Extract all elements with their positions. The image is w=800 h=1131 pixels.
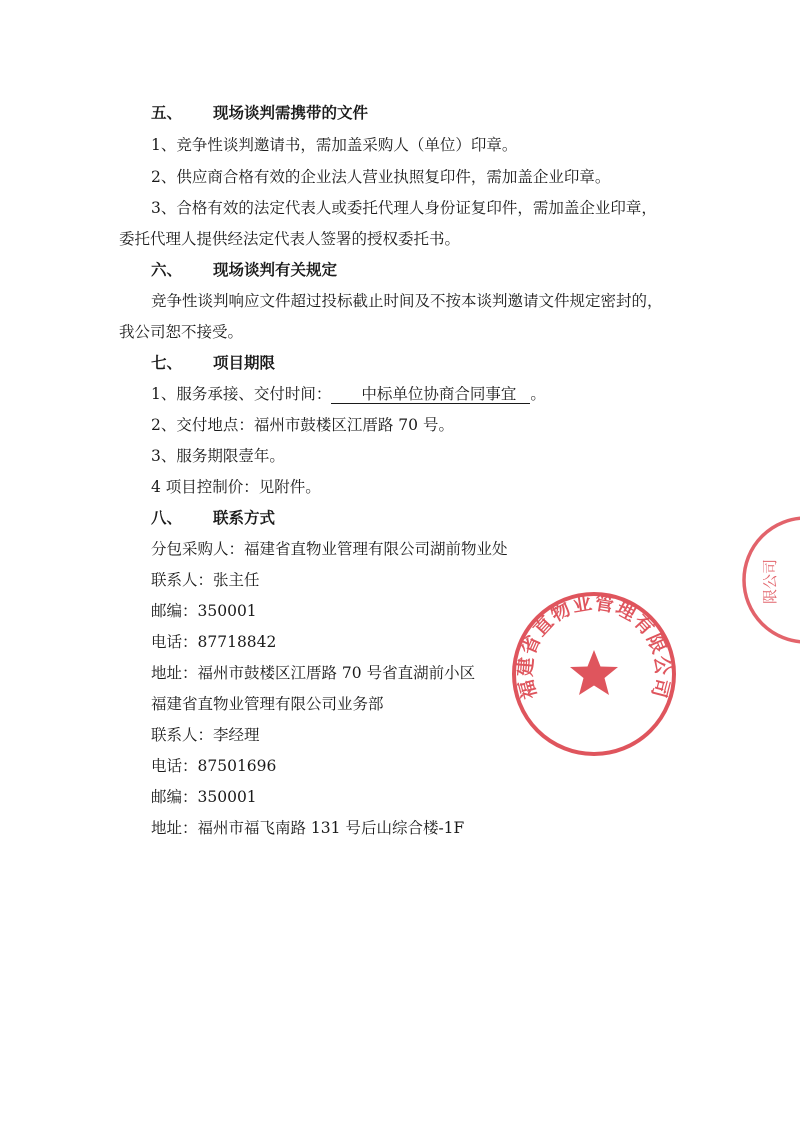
section6-number: 六、	[151, 260, 183, 279]
section5-item-3: 3、合格有效的法定代表人或委托代理人身份证复印件，需加盖企业印章，	[151, 199, 657, 217]
section6-line-2: 我公司恕不接受。	[119, 323, 244, 341]
contact-line-7: 联系人：李经理	[151, 726, 260, 744]
section6-title: 现场谈判有关规定	[213, 260, 338, 279]
section7-item-2: 2、交付地点：福州市鼓楼区江厝路 70 号。	[151, 416, 454, 434]
contact-line-4: 电话：87718842	[151, 633, 277, 651]
section5-heading	[151, 103, 368, 123]
section5-item-1: 1、竞争性谈判邀请书，需加盖采购人（单位）印章。	[151, 136, 518, 154]
section5-number: 五、	[151, 103, 183, 122]
section8-title: 联系方式	[213, 508, 276, 527]
delivery-time-label: 1、服务承接、交付时间：	[151, 385, 332, 403]
delivery-time-end: 。	[530, 385, 546, 403]
contact-line-5: 地址：福州市鼓楼区江厝路 70 号省直湖前小区	[151, 664, 476, 682]
section7-number: 七、	[151, 353, 183, 372]
section8-heading	[151, 508, 275, 528]
section7-item-4: 4 项目控制价：见附件。	[151, 478, 321, 496]
section5-item-3-continued: 委托代理人提供经法定代表人签署的授权委托书。	[119, 230, 461, 248]
contact-line-2: 联系人：张主任	[151, 571, 260, 589]
contact-line-1: 分包采购人：福建省直物业管理有限公司湖前物业处	[151, 540, 508, 558]
contact-line-6: 福建省直物业管理有限公司业务部	[151, 695, 384, 713]
svg-text:限公司	[761, 559, 779, 604]
contact-line-9: 邮编：350001	[151, 788, 257, 806]
section7-item-3: 3、服务期限壹年。	[151, 447, 285, 465]
delivery-time-value: 中标单位协商合同事宜	[331, 385, 530, 404]
section7-title: 项目期限	[213, 353, 276, 372]
section7-heading	[151, 353, 275, 373]
seal-text: 福建省直物业管理有限公司	[514, 591, 674, 702]
contact-line-10: 地址：福州市福飞南路 131 号后山综合楼-1F	[151, 819, 465, 837]
section8-number: 八、	[151, 508, 183, 527]
section6-heading	[151, 260, 337, 280]
partial-seal-text: 限公司	[761, 558, 779, 604]
section5-title: 现场谈判需携带的文件	[213, 103, 369, 122]
section6-line-1: 竞争性谈判响应文件超过投标截止时间及不按本谈判邀请文件规定密封的，	[151, 292, 663, 310]
section5-item-2: 2、供应商合格有效的企业法人营业执照复印件，需加盖企业印章。	[151, 168, 611, 186]
section7-item-1	[151, 384, 546, 404]
contact-line-8: 电话：87501696	[151, 757, 277, 775]
contact-line-3: 邮编：350001	[151, 602, 257, 620]
partial-seal	[726, 515, 800, 645]
company-seal	[510, 590, 678, 758]
